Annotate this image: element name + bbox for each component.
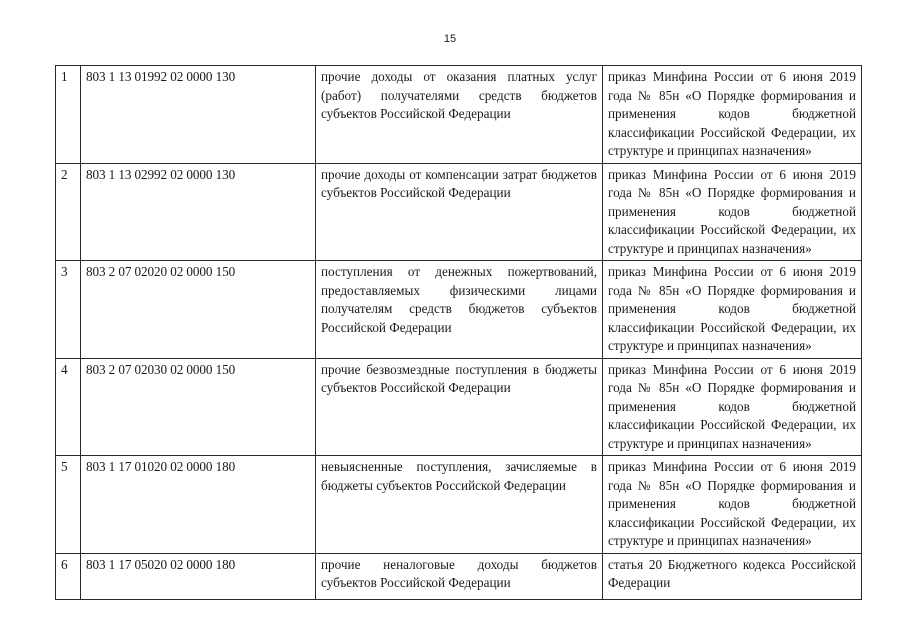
table-row bbox=[56, 66, 862, 164]
legal-basis: приказ Минфина России от 6 июня 2019 года № 85н «О Порядке формирования и применения кодов бюджетной классификации Российской Федерации, их структуре и принципах назначения» bbox=[603, 261, 862, 359]
budget-code: 803 1 17 01020 02 0000 180 bbox=[81, 456, 316, 554]
legal-basis: приказ Минфина России от 6 июня 2019 года № 85н «О Порядке формирования и применения кодов бюджетной классификации Российской Федерации, их структуре и принципах назначения» bbox=[603, 163, 862, 261]
income-description: прочие доходы от компенсации затрат бюджетов субъектов Российской Федерации bbox=[316, 163, 603, 261]
table-row bbox=[56, 553, 862, 599]
budget-code: 803 1 17 05020 02 0000 180 bbox=[81, 553, 316, 599]
row-number: 3 bbox=[56, 261, 81, 359]
table-row bbox=[56, 358, 862, 456]
table-row bbox=[56, 456, 862, 554]
row-number: 5 bbox=[56, 456, 81, 554]
table-row bbox=[56, 261, 862, 359]
income-description: прочие доходы от оказания платных услуг (работ) получателями средств бюджетов субъектов Российской Федерации bbox=[316, 66, 603, 164]
legal-basis: статья 20 Бюджетного кодекса Российской Федерации bbox=[603, 553, 862, 599]
row-number: 4 bbox=[56, 358, 81, 456]
budget-code: 803 1 13 01992 02 0000 130 bbox=[81, 66, 316, 164]
legal-basis: приказ Минфина России от 6 июня 2019 года № 85н «О Порядке формирования и применения кодов бюджетной классификации Российской Федерации, их структуре и принципах назначения» bbox=[603, 456, 862, 554]
income-description: поступления от денежных пожертвований, предоставляемых физическими лицами получателям средств бюджетов субъектов Российской Федерации bbox=[316, 261, 603, 359]
budget-code: 803 2 07 02030 02 0000 150 bbox=[81, 358, 316, 456]
budget-codes-table bbox=[55, 65, 862, 600]
income-description: прочие безвозмездные поступления в бюджеты субъектов Российской Федерации bbox=[316, 358, 603, 456]
row-number: 2 bbox=[56, 163, 81, 261]
budget-code: 803 1 13 02992 02 0000 130 bbox=[81, 163, 316, 261]
row-number: 1 bbox=[56, 66, 81, 164]
table-row bbox=[56, 163, 862, 261]
income-description: невыясненные поступления, зачисляемые в бюджеты субъектов Российской Федерации bbox=[316, 456, 603, 554]
income-description: прочие неналоговые доходы бюджетов субъектов Российской Федерации bbox=[316, 553, 603, 599]
budget-code: 803 2 07 02020 02 0000 150 bbox=[81, 261, 316, 359]
row-number: 6 bbox=[56, 553, 81, 599]
page-number: 15 bbox=[443, 33, 457, 45]
legal-basis: приказ Минфина России от 6 июня 2019 года № 85н «О Порядке формирования и применения кодов бюджетной классификации Российской Федерации, их структуре и принципах назначения» bbox=[603, 358, 862, 456]
legal-basis: приказ Минфина России от 6 июня 2019 года № 85н «О Порядке формирования и применения кодов бюджетной классификации Российской Федерации, их структуре и принципах назначения» bbox=[603, 66, 862, 164]
